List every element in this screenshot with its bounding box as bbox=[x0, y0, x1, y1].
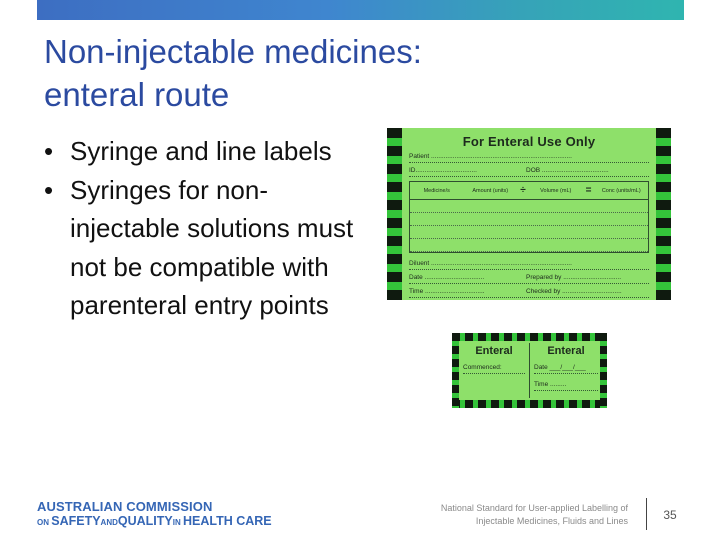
logo-word-safety: SAFETY bbox=[51, 514, 101, 528]
line-label-commenced: Commenced: bbox=[463, 363, 525, 374]
enteral-syringe-label-image bbox=[387, 128, 671, 300]
bullet-dot: • bbox=[44, 136, 54, 166]
logo-word-health: HEALTH CARE bbox=[182, 514, 272, 528]
dose-row bbox=[410, 226, 648, 239]
col-amount: Amount (units) bbox=[472, 187, 509, 194]
bullet-text: Syringes for non-injectable solutions must not be compatible with parenteral entry points bbox=[70, 174, 354, 320]
line-label-right-panel bbox=[534, 345, 598, 391]
dose-row bbox=[410, 200, 648, 213]
label-lower-fields bbox=[409, 259, 649, 298]
label-dose-table-header bbox=[410, 182, 648, 200]
col-volume: Volume (mL) bbox=[540, 187, 572, 194]
line-label-stripe-right bbox=[600, 333, 607, 408]
label-stripe-left bbox=[387, 128, 402, 300]
dose-row bbox=[410, 213, 648, 226]
slide-title-line-1: Non-injectable medicines: bbox=[44, 33, 422, 70]
label-dob-field: DOB ..................................... bbox=[526, 167, 609, 174]
col-medicine: Medicine/s bbox=[423, 187, 450, 194]
label-dose-table bbox=[409, 181, 649, 253]
col-conc: Conc (units/mL) bbox=[601, 187, 641, 194]
line-label-time: Time ......... bbox=[534, 380, 598, 391]
label-body bbox=[409, 128, 649, 300]
logo-word-in: IN bbox=[172, 518, 183, 527]
divide-symbol: ÷ bbox=[520, 185, 526, 196]
label-stripe-right bbox=[656, 128, 671, 300]
line-label-stripe-left bbox=[452, 333, 459, 408]
footer-note-line-1: National Standard for User-applied Labelling of bbox=[440, 503, 628, 513]
bullet-item bbox=[44, 132, 364, 171]
logo-word-on: ON bbox=[37, 518, 52, 527]
logo-word-and: AND bbox=[100, 518, 118, 527]
line-label-date: Date ___/___/___ bbox=[534, 363, 598, 374]
footer-separator bbox=[646, 498, 647, 530]
commission-logo bbox=[37, 500, 277, 530]
logo-line-2 bbox=[37, 514, 277, 530]
equals-symbol: = bbox=[585, 185, 592, 196]
footer-note bbox=[380, 502, 628, 528]
label-time-row bbox=[409, 287, 649, 298]
bullet-text: Syringe and line labels bbox=[70, 136, 332, 166]
label-date-field: Date ................................. bbox=[409, 274, 485, 281]
slide-number: 35 bbox=[663, 508, 677, 522]
bullet-list bbox=[44, 132, 364, 325]
line-label-stripe-bottom bbox=[452, 400, 607, 408]
logo-word-quality: QUALITY bbox=[117, 514, 173, 528]
line-label-stripe-top bbox=[452, 333, 607, 341]
bullet-item bbox=[44, 171, 364, 325]
top-accent-bar bbox=[37, 0, 684, 20]
label-diluent-field: Diluent .............................................................................. bbox=[409, 259, 649, 270]
enteral-line-label-image bbox=[452, 333, 607, 408]
footer-note-line-2: Injectable Medicines, Fluids and Lines bbox=[475, 516, 628, 526]
line-label-left-panel bbox=[463, 345, 525, 374]
slide-title bbox=[44, 30, 644, 116]
line-label-divider bbox=[529, 343, 530, 398]
slide-title-line-2: enteral route bbox=[44, 76, 230, 113]
line-label-left-heading: Enteral bbox=[475, 345, 513, 357]
label-checked-by-field: Checked by ................................. bbox=[526, 288, 622, 295]
bullet-dot: • bbox=[44, 174, 54, 205]
logo-line-1: AUSTRALIAN COMMISSION bbox=[37, 499, 213, 514]
label-prepared-by-field: Prepared by ................................ bbox=[526, 274, 622, 281]
dose-row bbox=[410, 239, 648, 252]
label-id-dob-row bbox=[409, 166, 649, 177]
line-label-right-heading: Enteral bbox=[547, 345, 585, 357]
label-patient-field: Patient .............................................................................. bbox=[409, 152, 649, 163]
label-time-field: Time ................................. bbox=[409, 288, 485, 295]
label-id-field: ID.................................. bbox=[409, 167, 477, 174]
label-heading: For Enteral Use Only bbox=[462, 134, 596, 149]
label-date-row bbox=[409, 273, 649, 284]
label-dose-rows bbox=[410, 200, 648, 252]
